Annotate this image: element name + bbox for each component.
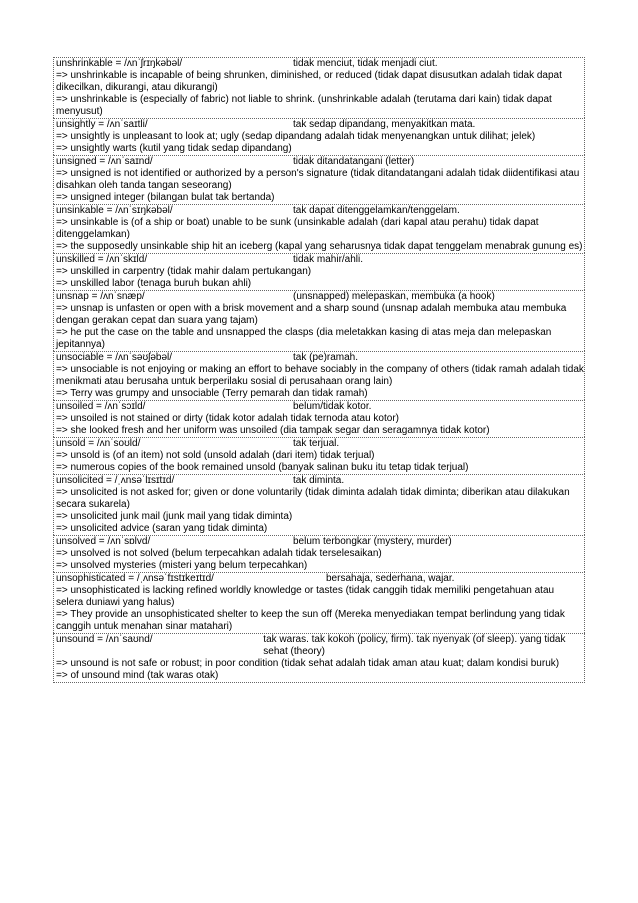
headword: unsociable = /ʌnˈsəʊʃəbəl/ [56,352,173,363]
example-line: => unshrinkable is (especially of fabric) not liable to shrink. (unshrinkable adalah (terutama dari kain) tidak dapat menyusut) [56,94,552,117]
entry-header [56,205,584,217]
headword: unsolicited = /ˌʌnsəˈlɪsɪtɪd/ [56,475,175,486]
entry-header [56,573,584,585]
example-line: => unskilled labor (tenaga buruh bukan ahli) [56,278,252,289]
dictionary-entry [53,572,585,633]
headword: unsound = /ʌnˈsaʊnd/ [56,634,153,645]
entry-header [56,438,584,450]
example-line: => unsightly is unpleasant to look at; ugly (sedap dipandang adalah tidak menyenangkan untuk dilihat; jelek) [56,131,536,142]
example-line: => unsigned integer (bilangan bulat tak bertanda) [56,192,275,203]
translation: bersahaja, sederhana, wajar. [326,573,455,584]
dictionary-entry [53,57,585,118]
headword: unsophisticated = /ˌʌnsəˈfɪstɪkeɪtɪd/ [56,573,214,584]
entry-header [56,634,584,658]
example-line: => unsolicited is not asked for; given or done voluntarily (tidak diminta adalah tidak diminta; diberikan atau dilakukan secara sukarela) [56,487,570,510]
translation: tak terjual. [293,438,340,449]
example-line: => unsold is (of an item) not sold (unsold adalah (dari item) tidak terjual) [56,450,375,461]
example-line: => unskilled in carpentry (tidak mahir dalam pertukangan) [56,266,312,277]
entry-header [56,291,584,303]
example-line: => numerous copies of the book remained unsold (banyak salinan buku itu tetap tidak terjual) [56,462,469,473]
headword: unsolved = /ʌnˈsɒlvd/ [56,536,151,547]
translation: tidak menciut, tidak menjadi ciut. [293,58,438,69]
example-line: => she looked fresh and her uniform was unsoiled (dia tampak segar dan seragamnya tidak kotor) [56,425,490,436]
example-line: => unsnap is unfasten or open with a brisk movement and a sharp sound (unsnap adalah membuka atau membuka dengan gerakan cepat dan suara yang tajam) [56,303,567,326]
dictionary-entry [53,400,585,437]
entry-header [56,156,584,168]
dictionary-entry [53,253,585,290]
entry-header [56,119,584,131]
example-line: => of unsound mind (tak waras otak) [56,670,219,681]
example-line: => Terry was grumpy and unsociable (Terry pemarah dan tidak ramah) [56,388,368,399]
example-line: => unsolved mysteries (misteri yang belum terpecahkan) [56,560,308,571]
headword: unsnap = /ʌnˈsnæp/ [56,291,145,302]
translation: tak (pe)ramah. [293,352,359,363]
example-line: => They provide an unsophisticated shelter to keep the sun off (Mereka menyediakan tempat berlindung yang tidak canggih untuk menahan sinar matahari) [56,609,565,632]
translation: tak waras. tak kokoh (policy, firm). tak nyenyak (of sleep). yang tidak sehat (theory) [263,634,566,657]
translation: belum/tidak kotor. [293,401,372,412]
dictionary-entry [53,535,585,572]
entry-header [56,352,584,364]
headword: unsightly = /ʌnˈsaɪtli/ [56,119,148,130]
dictionary-entry [53,474,585,535]
example-line: => unsolicited junk mail (junk mail yang tidak diminta) [56,511,293,522]
translation: belum terbongkar (mystery, murder) [293,536,452,547]
example-line: => unsigned is not identified or authorized by a person's signature (tidak ditandatangani adalah tidak diidentifikasi atau disahkan oleh tanda tangan seseorang) [56,168,580,191]
example-line: => the supposedly unsinkable ship hit an iceberg (kapal yang seharusnya tidak dapat tenggelam menabrak gunung es) [56,241,583,252]
headword: unsinkable = /ʌnˈsɪŋkəbəl/ [56,205,173,216]
headword: unshrinkable = /ʌnˈʃrɪŋkəbəl/ [56,58,183,69]
dictionary-entry [53,633,585,683]
headword: unskilled = /ʌnˈskɪld/ [56,254,148,265]
dictionary-entry [53,118,585,155]
headword: unsoiled = /ʌnˈsɔɪld/ [56,401,146,412]
translation: tidak mahir/ahli. [293,254,364,265]
headword: unsigned = /ʌnˈsaɪnd/ [56,156,153,167]
dictionary-entry [53,204,585,253]
dictionary-entry [53,351,585,400]
example-line: => unsociable is not enjoying or making an effort to behave sociably in the company of others (tidak ramah adalah tidak menikmati atau berusaha untuk berperilaku sosial di perusahaan orang lain) [56,364,584,387]
translation: tidak ditandatangani (letter) [293,156,415,167]
example-line: => unsightly warts (kutil yang tidak sedap dipandang) [56,143,292,154]
example-line: => unsinkable is (of a ship or boat) unable to be sunk (unsinkable adalah (dari kapal atau perahu) tidak dapat ditenggelamkan) [56,217,539,240]
headword: unsold = /ʌnˈsoʊld/ [56,438,141,449]
translation: tak diminta. [293,475,345,486]
translation: tak dapat ditenggelamkan/tenggelam. [293,205,460,216]
translation: tak sedap dipandang, menyakitkan mata. [293,119,476,130]
example-line: => unsolicited advice (saran yang tidak diminta) [56,523,268,534]
example-line: => unsolved is not solved (belum terpecahkan adalah tidak terselesaikan) [56,548,382,559]
example-line: => unsophisticated is lacking refined worldly knowledge or tastes (tidak canggih tidak memiliki pengetahuan atau selera duniawi yang halus) [56,585,555,608]
dictionary-entry [53,290,585,351]
entry-header [56,401,584,413]
entry-header [56,254,584,266]
entry-header [56,475,584,487]
dictionary-entry [53,437,585,474]
entry-header [56,536,584,548]
example-line: => unshrinkable is incapable of being shrunken, diminished, or reduced (tidak dapat disusutkan adalah tidak dapat dikecilkan, dikurangi, atau dikurangi) [56,70,562,93]
translation: (unsnapped) melepaskan, membuka (a hook) [293,291,495,302]
example-line: => unsound is not safe or robust; in poor condition (tidak sehat adalah tidak aman atau kuat; dalam kondisi buruk) [56,658,560,669]
dictionary-entry [53,155,585,204]
dictionary-page [53,57,585,683]
example-line: => he put the case on the table and unsnapped the clasps (dia meletakkan kasing di atas meja dan melepaskan jepitannya) [56,327,552,350]
example-line: => unsoiled is not stained or dirty (tidak kotor adalah tidak ternoda atau kotor) [56,413,399,424]
entry-header [56,58,584,70]
